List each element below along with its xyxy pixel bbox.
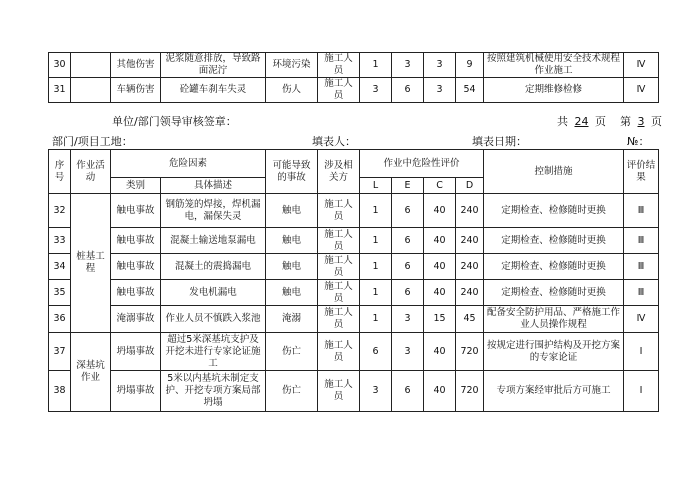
row-E: 6 bbox=[392, 280, 424, 306]
row-description: 砼罐车刹车失灵 bbox=[161, 78, 266, 103]
row-number: 31 bbox=[49, 78, 71, 103]
row-number: 37 bbox=[49, 333, 71, 371]
row-grade: Ⅳ bbox=[624, 78, 659, 103]
row-E: 3 bbox=[392, 333, 424, 371]
row-number: 32 bbox=[49, 194, 71, 228]
table-row bbox=[49, 53, 659, 78]
row-activity bbox=[71, 78, 111, 103]
header-measures: 控制措施 bbox=[484, 150, 624, 194]
header-description: 具体描述 bbox=[161, 178, 266, 194]
page-total: 24 bbox=[574, 115, 589, 128]
row-accident: 触电 bbox=[266, 280, 318, 306]
row-number: 38 bbox=[49, 371, 71, 412]
row-description: 钢筋笼的焊接，焊机漏电，漏保失灵 bbox=[161, 194, 266, 228]
row-E: 3 bbox=[392, 53, 424, 78]
row-L: 6 bbox=[360, 333, 392, 371]
row-number: 33 bbox=[49, 228, 71, 254]
row-category: 车辆伤害 bbox=[111, 78, 161, 103]
row-number: 34 bbox=[49, 254, 71, 280]
table-row bbox=[49, 333, 659, 371]
row-measures: 定期检查、检修随时更换 bbox=[484, 228, 624, 254]
row-grade: Ⅲ bbox=[624, 228, 659, 254]
row-E: 3 bbox=[392, 306, 424, 333]
row-D: 720 bbox=[456, 333, 484, 371]
table-row bbox=[49, 194, 659, 228]
header-activity: 作业活动 bbox=[71, 150, 111, 194]
row-measures: 按规定进行围护结构及开挖方案的专家论证 bbox=[484, 333, 624, 371]
row-parties: 施工人员 bbox=[318, 78, 360, 103]
row-number: 35 bbox=[49, 280, 71, 306]
row-accident: 触电 bbox=[266, 228, 318, 254]
row-parties: 施工人员 bbox=[318, 280, 360, 306]
header-accident: 可能导致的事故 bbox=[266, 150, 318, 194]
row-L: 1 bbox=[360, 194, 392, 228]
row-accident: 伤人 bbox=[266, 78, 318, 103]
row-measures: 按照建筑机械使用安全技术规程作业施工 bbox=[484, 53, 624, 78]
row-D: 240 bbox=[456, 280, 484, 306]
row-D: 240 bbox=[456, 228, 484, 254]
row-C: 40 bbox=[424, 333, 456, 371]
row-parties: 施工人员 bbox=[318, 306, 360, 333]
row-category: 触电事故 bbox=[111, 194, 161, 228]
row-C: 3 bbox=[424, 53, 456, 78]
row-grade: Ⅰ bbox=[624, 333, 659, 371]
row-description: 混凝土输送地泵漏电 bbox=[161, 228, 266, 254]
page-current: 3 bbox=[637, 115, 645, 128]
row-activity-group: 深基坑作业 bbox=[71, 333, 111, 412]
row-parties: 施工人员 bbox=[318, 333, 360, 371]
header-L: L bbox=[360, 178, 392, 194]
row-grade: Ⅰ bbox=[624, 371, 659, 412]
page-current-unit: 页 bbox=[651, 115, 662, 128]
row-accident: 伤亡 bbox=[266, 333, 318, 371]
table-row bbox=[49, 254, 659, 280]
header-no: 序号 bbox=[49, 150, 71, 194]
form-number-label: №： bbox=[627, 135, 650, 148]
row-parties: 施工人员 bbox=[318, 53, 360, 78]
row-description: 混凝土的震捣漏电 bbox=[161, 254, 266, 280]
header-hazard: 危险因素 bbox=[111, 150, 266, 178]
row-description: 泥浆随意排放，导致路面泥泞 bbox=[161, 53, 266, 78]
row-category: 触电事故 bbox=[111, 254, 161, 280]
row-accident: 环境污染 bbox=[266, 53, 318, 78]
page-info bbox=[557, 113, 662, 129]
row-C: 40 bbox=[424, 371, 456, 412]
header-evaluation: 作业中危险性评价 bbox=[360, 150, 484, 178]
row-E: 6 bbox=[392, 78, 424, 103]
row-measures: 配备安全防护用品、严格施工作业人员操作规程 bbox=[484, 306, 624, 333]
row-parties: 施工人员 bbox=[318, 254, 360, 280]
row-number: 36 bbox=[49, 306, 71, 333]
row-category: 坍塌事故 bbox=[111, 371, 161, 412]
table-row bbox=[49, 306, 659, 333]
row-parties: 施工人员 bbox=[318, 194, 360, 228]
row-category: 触电事故 bbox=[111, 280, 161, 306]
row-C: 15 bbox=[424, 306, 456, 333]
row-description: 超过5米深基坑支护及开挖未进行专家论证施工 bbox=[161, 333, 266, 371]
row-accident: 触电 bbox=[266, 194, 318, 228]
hazard-evaluation-table bbox=[48, 149, 659, 412]
row-measures: 定期维修检修 bbox=[484, 78, 624, 103]
header-grade: 评价结果 bbox=[624, 150, 659, 194]
row-grade: Ⅲ bbox=[624, 254, 659, 280]
row-C: 40 bbox=[424, 280, 456, 306]
row-activity bbox=[71, 53, 111, 78]
row-L: 1 bbox=[360, 228, 392, 254]
row-category: 坍塌事故 bbox=[111, 333, 161, 371]
table-row bbox=[49, 78, 659, 103]
row-number: 30 bbox=[49, 53, 71, 78]
row-C: 3 bbox=[424, 78, 456, 103]
row-C: 40 bbox=[424, 194, 456, 228]
row-E: 6 bbox=[392, 254, 424, 280]
page-total-prefix: 共 bbox=[557, 115, 568, 128]
review-signature-label: 单位/部门领导审核签章： bbox=[112, 115, 237, 128]
table-row bbox=[49, 371, 659, 412]
row-C: 40 bbox=[424, 254, 456, 280]
row-L: 1 bbox=[360, 306, 392, 333]
row-D: 9 bbox=[456, 53, 484, 78]
header-D: D bbox=[456, 178, 484, 194]
department-label: 部门/项目工地： bbox=[52, 135, 133, 148]
row-parties: 施工人员 bbox=[318, 371, 360, 412]
page-total-unit: 页 bbox=[595, 115, 606, 128]
row-grade: Ⅳ bbox=[624, 53, 659, 78]
row-measures: 定期检查、检修随时更换 bbox=[484, 280, 624, 306]
row-E: 6 bbox=[392, 194, 424, 228]
row-grade: Ⅳ bbox=[624, 306, 659, 333]
row-grade: Ⅲ bbox=[624, 280, 659, 306]
row-D: 720 bbox=[456, 371, 484, 412]
header-C: C bbox=[424, 178, 456, 194]
row-D: 240 bbox=[456, 254, 484, 280]
table-row bbox=[49, 228, 659, 254]
row-category: 触电事故 bbox=[111, 228, 161, 254]
fill-date-label: 填表日期： bbox=[472, 135, 527, 148]
row-measures: 定期检查、检修随时更换 bbox=[484, 194, 624, 228]
row-grade: Ⅲ bbox=[624, 194, 659, 228]
row-description: 发电机漏电 bbox=[161, 280, 266, 306]
row-L: 3 bbox=[360, 371, 392, 412]
row-measures: 定期检查、检修随时更换 bbox=[484, 254, 624, 280]
row-L: 1 bbox=[360, 53, 392, 78]
previous-page-table bbox=[48, 52, 659, 103]
row-accident: 伤亡 bbox=[266, 371, 318, 412]
row-category: 淹溺事故 bbox=[111, 306, 161, 333]
header-E: E bbox=[392, 178, 424, 194]
row-L: 3 bbox=[360, 78, 392, 103]
row-category: 其他伤害 bbox=[111, 53, 161, 78]
row-parties: 施工人员 bbox=[318, 228, 360, 254]
row-C: 40 bbox=[424, 228, 456, 254]
header-parties: 涉及相关方 bbox=[318, 150, 360, 194]
row-L: 1 bbox=[360, 280, 392, 306]
page-current-prefix: 第 bbox=[620, 115, 631, 128]
row-accident: 触电 bbox=[266, 254, 318, 280]
row-measures: 专项方案经审批后方可施工 bbox=[484, 371, 624, 412]
row-D: 45 bbox=[456, 306, 484, 333]
header-category: 类别 bbox=[111, 178, 161, 194]
row-accident: 淹溺 bbox=[266, 306, 318, 333]
row-E: 6 bbox=[392, 371, 424, 412]
filler-label: 填表人： bbox=[312, 135, 356, 148]
row-activity-group: 桩基工程 bbox=[71, 194, 111, 333]
row-E: 6 bbox=[392, 228, 424, 254]
table-row bbox=[49, 280, 659, 306]
row-D: 240 bbox=[456, 194, 484, 228]
row-description: 5米以内基坑未制定支护、开挖专项方案局部坍塌 bbox=[161, 371, 266, 412]
row-description: 作业人员不慎跌入浆池 bbox=[161, 306, 266, 333]
row-D: 54 bbox=[456, 78, 484, 103]
row-L: 1 bbox=[360, 254, 392, 280]
